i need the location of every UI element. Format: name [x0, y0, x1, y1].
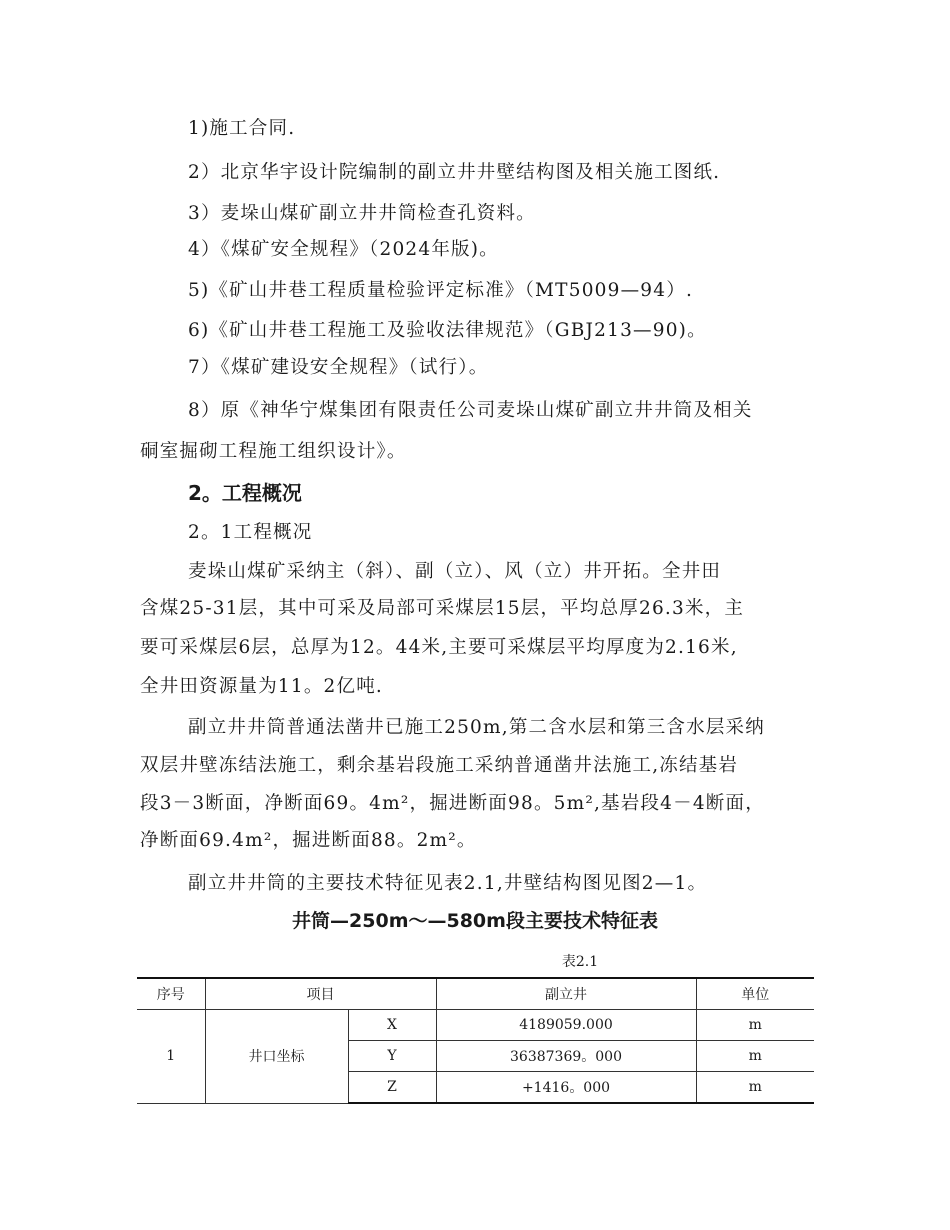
- sub-item-cell: Z: [348, 1072, 436, 1104]
- header-shaft: 副立井: [436, 978, 696, 1010]
- value-cell: 4189059.000: [436, 1010, 696, 1041]
- paragraph-2-line-1: 副立井井筒普通法凿井已施工250m,第二含水层和第三含水层采纳: [188, 717, 765, 738]
- unit-cell: m: [696, 1072, 814, 1104]
- paragraph-1-line-1: 麦垛山煤矿采纳主（斜）、副（立）、风（立）井开拓。全井田: [188, 561, 722, 582]
- unit-cell: m: [696, 1010, 814, 1041]
- table-row: [137, 1010, 814, 1041]
- paragraph-1-line-2: 含煤25-31层，其中可采及局部可采煤层15层，平均总厚26.3米，主: [140, 598, 745, 619]
- header-item: 项目: [205, 978, 436, 1010]
- table-number: 表2.1: [561, 954, 599, 970]
- table-title: 井筒—250m～—580m段主要技术特征表: [292, 910, 658, 932]
- reference-item-2: 2）北京华宇设计院编制的副立井井壁结构图及相关施工图纸.: [188, 162, 721, 183]
- technical-features-table: [137, 977, 814, 1104]
- reference-item-3: 3）麦垛山煤矿副立井井筒检查孔资料。: [188, 203, 536, 224]
- paragraph-2-line-3: 段3－3断面，净断面69。4m²，掘进断面98。5m²,基岩段4－4断面，: [140, 793, 765, 814]
- paragraph-1-line-4: 全井田资源量为11。2亿吨.: [140, 676, 383, 697]
- reference-item-4: 4）《煤矿安全规程》（2024年版)。: [188, 239, 499, 260]
- header-unit: 单位: [696, 978, 814, 1010]
- reference-item-6: 6)《矿山井巷工程施工及验收法律规范》（GBJ213—90)。: [188, 320, 707, 341]
- table-header-row: [137, 978, 814, 1010]
- paragraph-2-line-2: 双层井壁冻结法施工，剩余基岩段施工采纳普通凿井法施工,冻结基岩: [140, 755, 739, 776]
- row-label-cell: 井口坐标: [205, 1010, 348, 1104]
- row-seq-cell: 1: [137, 1010, 205, 1104]
- reference-item-1: 1)施工合同.: [188, 118, 296, 139]
- reference-item-5: 5)《矿山井巷工程质量检验评定标准》（MT5009—94）.: [188, 280, 694, 301]
- reference-item-8-continued: 硐室掘砌工程施工组织设计》。: [140, 441, 407, 462]
- header-seq: 序号: [137, 978, 205, 1010]
- reference-item-7: 7）《煤矿建设安全规程》（试行）。: [188, 357, 489, 378]
- subsection-heading: 2。1工程概况: [188, 522, 313, 543]
- reference-item-8: 8）原《神华宁煤集团有限责任公司麦垛山煤矿副立井井筒及相关: [188, 400, 753, 421]
- unit-cell: m: [696, 1041, 814, 1072]
- paragraph-3: 副立井井筒的主要技术特征见表2.1,井壁结构图见图2—1。: [188, 873, 708, 894]
- section-heading: 2。工程概况: [188, 481, 302, 505]
- value-cell: +1416。000: [436, 1072, 696, 1104]
- sub-item-cell: Y: [348, 1041, 436, 1072]
- value-cell: 36387369。000: [436, 1041, 696, 1072]
- sub-item-cell: X: [348, 1010, 436, 1041]
- paragraph-1-line-3: 要可采煤层6层，总厚为12。44米,主要可采煤层平均厚度为2.16米,: [140, 637, 738, 658]
- paragraph-2-line-4: 净断面69.4m²，掘进断面88。2m²。: [140, 830, 477, 851]
